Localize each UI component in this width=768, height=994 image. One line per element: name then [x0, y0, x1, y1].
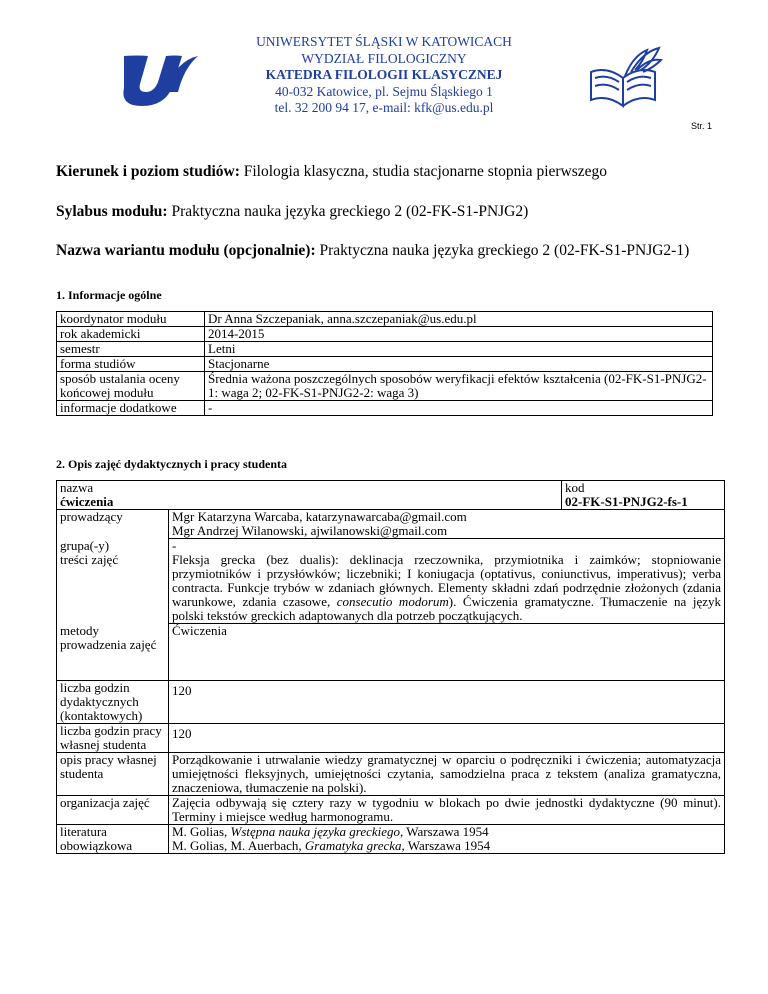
info-label: informacje dodatkowe [57, 401, 205, 416]
info-value: 2014-2015 [205, 327, 713, 342]
info-value: Stacjonarne [205, 357, 713, 372]
course-description-table [56, 480, 725, 854]
table-row [57, 624, 725, 681]
table-row [57, 357, 713, 372]
faculty-name: WYDZIAŁ FILOLOGICZNY [301, 50, 467, 66]
table-row [57, 539, 725, 554]
section2-title: 2. Opis zajęć dydaktycznych i pracy studenta [56, 457, 287, 471]
kod-label: kod [562, 481, 725, 496]
table-row [57, 327, 713, 342]
literatura-value [169, 824, 725, 853]
prowadzacy-value [169, 510, 725, 539]
instructor-1: Mgr Katarzyna Warcaba, katarzynawarcaba@gmail.com [172, 509, 467, 524]
tresci-italic: consecutio modorum [336, 594, 449, 609]
info-value: Letni [205, 342, 713, 357]
table-row [57, 553, 725, 624]
kierunek-heading [56, 162, 713, 182]
tresci-value [169, 553, 725, 624]
info-value: Średnia ważona poszczególnych sposobów weryfikacji efektów kształcenia (02-FK-S1-PNJG2-1: waga 2; 02-FK-S1-PNJG2-2: waga 3) [205, 372, 713, 401]
grupa-value: - [169, 539, 725, 554]
instructor-2: Mgr Andrzej Wilanowski, ajwilanowski@gmail.com [172, 523, 448, 538]
section1-title: 1. Informacje ogólne [56, 288, 162, 302]
table-row [57, 510, 725, 539]
nazwa-value: ćwiczenia [57, 495, 562, 510]
godz-wlasne-value: 120 [169, 723, 725, 752]
table-row [57, 752, 725, 795]
table-row [57, 824, 725, 853]
table-row [57, 401, 713, 416]
literature-item: M. Golias, Wstępna nauka języka greckiego, Warszawa 1954 [172, 823, 489, 839]
department-name: KATEDRA FILOLOGII KLASYCZNEJ [265, 67, 503, 82]
info-label: semestr [57, 342, 205, 357]
sylabus-value: Praktyczna nauka języka greckiego 2 (02-FK-S1-PNJG2) [167, 203, 529, 220]
wariant-value: Praktyczna nauka języka greckiego 2 (02-FK-S1-PNJG2-1) [315, 242, 690, 259]
contact-info: tel. 32 200 94 17, e-mail: kfk@us.edu.pl [274, 100, 494, 115]
table-row [57, 481, 725, 496]
table-row [57, 495, 725, 510]
info-value: - [205, 401, 713, 416]
university-name: UNIWERSYTET ŚLĄSKI W KATOWICACH [256, 34, 512, 49]
godz-kontakt-label: liczba godzin dydaktycznych (kontaktowych) [57, 680, 169, 723]
metody-value: Ćwiczenia [169, 624, 725, 681]
sylabus-heading [56, 202, 713, 222]
opis-label: opis pracy własnej studenta [57, 752, 169, 795]
godz-wlasne-label: liczba godzin pracy własnej studenta [57, 723, 169, 752]
info-label: forma studiów [57, 357, 205, 372]
table-row [57, 795, 725, 824]
info-label: rok akademicki [57, 327, 205, 342]
literature-item: M. Golias, M. Auerbach, Gramatyka grecka, Warszawa 1954 [172, 837, 491, 853]
grupa-label: grupa(-y) [57, 539, 169, 554]
open-book-logo-icon [585, 42, 663, 112]
address: 40-032 Katowice, pl. Sejmu Śląskiego 1 [275, 83, 493, 99]
page-number: Str. 1 [690, 121, 712, 131]
table-row [57, 312, 713, 327]
general-info-table [56, 311, 713, 416]
kod-value: 02-FK-S1-PNJG2-fs-1 [562, 495, 725, 510]
organizacja-value: Zajęcia odbywają się cztery razy w tygodniu w blokach po dwie jednostki dydaktyczne (90 minut). Terminy i miejsce według harmonogramu. [169, 795, 725, 824]
nazwa-label: nazwa [57, 481, 562, 496]
info-value: Dr Anna Szczepaniak, anna.szczepaniak@us.edu.pl [205, 312, 713, 327]
info-label: koordynator modułu [57, 312, 205, 327]
godz-kontakt-value: 120 [169, 680, 725, 723]
info-label: sposób ustalania oceny końcowej modułu [57, 372, 205, 401]
tresci-text-a: Fleksja grecka (bez dualis): deklinacja rzeczownika, przymiotnika i zaimków; stopniowanie przymiotników i przysłówków; liczebniki; I koniugacja (optativus, coniunctivus, imperativus); verba contracta. Funkcje trybów w zdaniach głównych. Elementy składni zdań podrzędnie złożonych (zdania warunkowe, zdania czasowe, [172, 552, 721, 609]
wariant-heading [56, 241, 713, 261]
kierunek-label: Kierunek i poziom studiów: [56, 163, 240, 180]
tresci-label: treści zajęć [57, 553, 169, 624]
opis-value: Porządkowanie i utrwalanie wiedzy gramatycznej w oparciu o podręczniki i ćwiczenia; automatyzacja umiejętności fleksyjnych, umiejętności czytania, samodzielna praca z tekstem (analiza gramatyczna, znaczeniowa, tłumaczenie na polski). [169, 752, 725, 795]
sylabus-label: Sylabus modułu: [56, 203, 168, 220]
table-row [57, 723, 725, 752]
kierunek-value: Filologia klasyczna, studia stacjonarne stopnia pierwszego [239, 163, 608, 180]
prowadzacy-label: prowadzący [57, 510, 169, 539]
tresci-text-b: ). Ćwiczenia gramatyczne. Tłumaczenie na język polski tekstów greckich adaptowanych dla potrzeb początkujących. [172, 594, 721, 623]
table-row [57, 680, 725, 723]
table-row [57, 342, 713, 357]
metody-label: metody prowadzenia zajęć [57, 624, 169, 681]
wariant-label: Nazwa wariantu modułu (opcjonalnie): [56, 242, 316, 259]
organizacja-label: organizacja zajęć [57, 795, 169, 824]
table-row [57, 372, 713, 401]
literatura-label: literatura obowiązkowa [57, 824, 169, 853]
university-logo-icon [118, 52, 200, 108]
